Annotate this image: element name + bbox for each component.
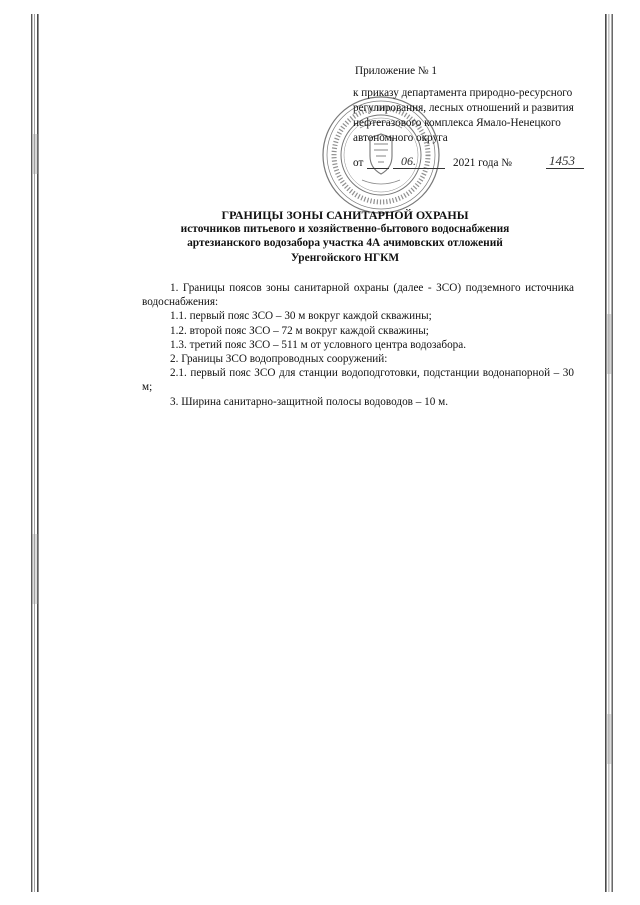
title-main: ГРАНИЦЫ ЗОНЫ САНИТАРНОЙ ОХРАНЫ <box>221 208 469 222</box>
paragraph-3: 3. Ширина санитарно-защитной полосы водоводов – 10 м. <box>170 395 448 408</box>
scan-left-edge <box>30 14 40 892</box>
scan-right-edge <box>604 14 614 892</box>
paragraph-1-1: 1.1. первый пояс ЗСО – 30 м вокруг каждой скважины; <box>170 310 432 323</box>
date-year-label: 2021 года № <box>453 157 512 169</box>
paragraph-1: 1. Границы поясов зоны санитарной охраны (далее - ЗСО) подземного источника водоснабжения: <box>142 282 574 309</box>
paragraph-1-2: 1.2. второй пояс ЗСО – 72 м вокруг каждой скважины; <box>170 324 429 337</box>
document-body <box>142 281 574 409</box>
date-blank-day <box>367 168 389 169</box>
order-reference: к приказу департамента природно-ресурсного регулирования, лесных отношений и развития нефтегазового комплекса Ямало-Ненецкого автономного округа <box>353 87 574 144</box>
handwritten-date: 06. <box>401 154 416 168</box>
document-title <box>110 208 580 265</box>
paragraph-2-1: 2.1. первый пояс ЗСО для станции водоподготовки, подстанции водонапорной – 30 м; <box>142 367 574 394</box>
title-line-4: Уренгойского НГКМ <box>290 251 400 264</box>
paragraph-2: 2. Границы ЗСО водопроводных сооружений: <box>170 353 388 366</box>
order-number-underline <box>546 168 584 169</box>
date-prefix: от <box>353 157 364 169</box>
handwritten-order-number: 1453 <box>549 153 575 168</box>
title-line-3: артезианского водозабора участка 4А ачимовских отложений <box>187 237 503 250</box>
paragraph-1-3: 1.3. третий пояс ЗСО – 511 м от условного центра водозабора. <box>170 338 467 351</box>
title-line-2: источников питьевого и хозяйственно-бытового водоснабжения <box>180 223 510 236</box>
appendix-number: Приложение № 1 <box>355 65 437 77</box>
